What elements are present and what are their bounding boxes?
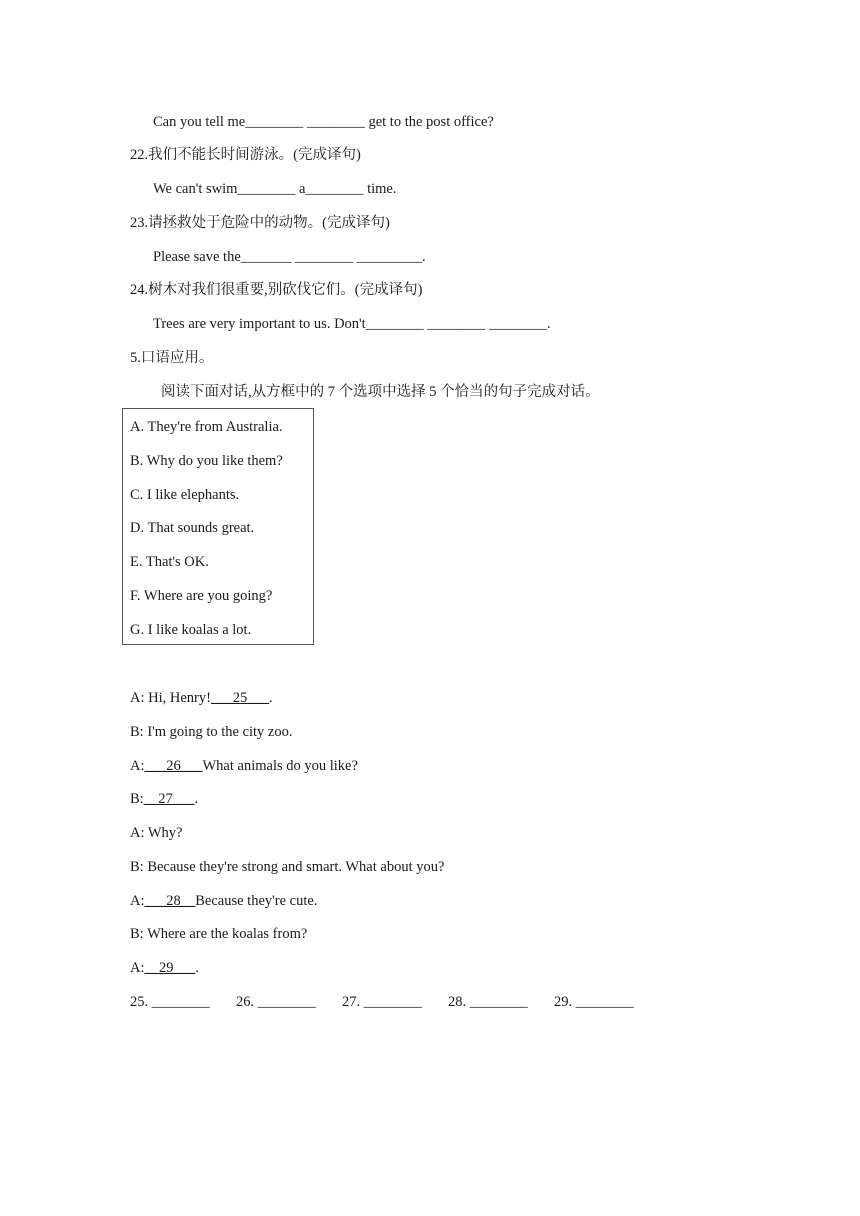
dialogue-text: What animals do you like? xyxy=(202,758,358,774)
q24-english-line: Trees are very important to us. Don't________ ________ ________. xyxy=(153,316,551,332)
answer-slot-27[interactable]: 27. ________ xyxy=(342,994,422,1010)
answer-slot-26[interactable]: 26. ________ xyxy=(236,994,316,1010)
dialogue-text: A: xyxy=(130,893,145,909)
option-e: E. That's OK. xyxy=(130,554,209,570)
option-d: D. That sounds great. xyxy=(130,520,255,536)
q24-chinese-prompt: 24.树木对我们很重要,别砍伐它们。(完成译句) xyxy=(130,282,423,298)
answer-slot-25[interactable]: 25. ________ xyxy=(130,994,210,1010)
option-a: A. They're from Australia. xyxy=(130,419,283,435)
dialogue-line-9 xyxy=(130,959,199,977)
options-box xyxy=(122,408,314,645)
blank-27: __27___ xyxy=(143,791,195,807)
blank-25: ___25___ xyxy=(210,690,269,706)
q22-english-line: We can't swim________ a________ time. xyxy=(153,181,397,197)
dialogue-line-8: B: Where are the koalas from? xyxy=(130,926,308,942)
dialogue-line-5: A: Why? xyxy=(130,825,183,841)
dialogue-text: . xyxy=(195,960,199,976)
dialogue-line-4 xyxy=(130,790,198,808)
section5-heading: 5.口语应用。 xyxy=(130,350,214,366)
q21-english-line: Can you tell me________ ________ get to the post office? xyxy=(153,114,494,130)
answer-slot-28[interactable]: 28. ________ xyxy=(448,994,528,1010)
blank-29: __29___ xyxy=(144,960,196,976)
q23-english-line: Please save the_______ ________ _________. xyxy=(153,249,426,265)
dialogue-line-3 xyxy=(130,757,358,775)
dialogue-line-6: B: Because they're strong and smart. What about you? xyxy=(130,859,445,875)
answer-slot-29[interactable]: 29. ________ xyxy=(554,994,634,1010)
dialogue-text: A: Hi, Henry! xyxy=(130,690,211,706)
dialogue-line-2: B: I'm going to the city zoo. xyxy=(130,724,293,740)
dialogue-text: . xyxy=(268,690,273,706)
option-c: C. I like elephants. xyxy=(130,487,240,503)
blank-28: ___28__ xyxy=(144,893,196,909)
q22-chinese-prompt: 22.我们不能长时间游泳。(完成译句) xyxy=(130,147,361,163)
option-g: G. I like koalas a lot. xyxy=(130,622,252,638)
dialogue-text: B: xyxy=(130,791,144,807)
option-f: F. Where are you going? xyxy=(130,588,273,604)
blank-26: ___26___ xyxy=(144,758,203,774)
dialogue-text: A: xyxy=(130,960,145,976)
option-b: B. Why do you like them? xyxy=(130,453,283,469)
q23-chinese-prompt: 23.请拯救处于危险中的动物。(完成译句) xyxy=(130,215,390,231)
section5-instruction: 阅读下面对话,从方框中的 7 个选项中选择 5 个恰当的句子完成对话。 xyxy=(161,384,600,400)
dialogue-text: Because they're cute. xyxy=(195,893,318,909)
dialogue-line-7 xyxy=(130,892,317,910)
dialogue-line-1 xyxy=(130,689,273,707)
dialogue-text: . xyxy=(194,791,199,807)
dialogue-text: A: xyxy=(130,758,145,774)
